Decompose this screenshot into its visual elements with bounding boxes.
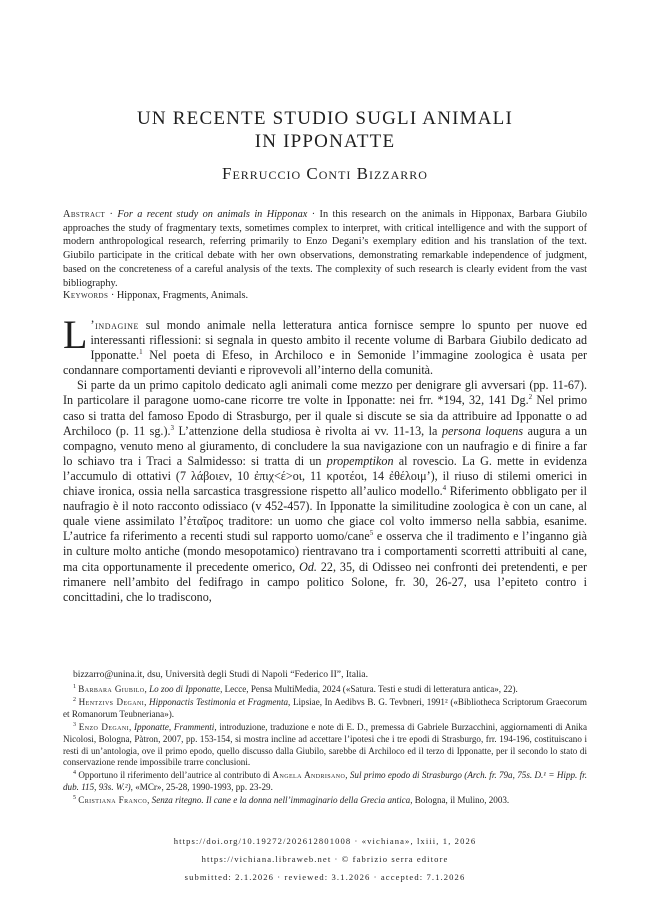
title-line-1: UN RECENTE STUDIO SUGLI ANIMALI bbox=[136, 108, 513, 129]
footnote-number: 4 bbox=[73, 770, 76, 777]
p2-italic-2: propemptikon bbox=[326, 453, 394, 468]
footnote-2: $^2$ Hentzivs Degani, Hipponactis Testimonia et Fragmenta, Lipsiae, In Aedibvs B. G. Tevbneri, 1991² («Bibliotheca Scriptorum Graecorum et Romanorum Teubneriana»). bbox=[63, 696, 587, 719]
article-title bbox=[0, 107, 650, 153]
footnote-author: Angela Andrisano bbox=[272, 770, 346, 781]
footnote-rest: , Lipsiae, In Aedibvs B. G. Tevbneri, 1991² («Bibliotheca Scriptorum Graecorum et Romanorum Teubneriana»). bbox=[63, 696, 587, 719]
footnote-rest: , introduzione, traduzione e note di E. D., premessa di Gabriele Burzacchini, aggiornamenti di Anika Nicolosi, Bologna, Pàtron, 2007, pp. 153-154, si mostra incline ad accettare l’ipotesi che i tre epodi di Strasburgo, frr. 194-196, costituiscano i resti di un’antologia, ove il primo epodo, quello discusso dalla Giubilo, sarebbe di Archiloco ed il terzo di Ipponatte, per il secondo lo stato di conservazione rende impossibile trarre conclusioni. bbox=[63, 721, 587, 768]
footnote-author: Barbara Giubilo bbox=[78, 684, 145, 694]
abstract-text: · In this research on the animals in Hipponax, Barbara Giubilo approaches the study of fragmentary texts, sometimes complex to interpret, with critical intelligence and with the support of modern anthropological research, referring primarily to Enzo Degani’s exemplary edition and his translation of the text. Giubilo participate in the critical debate with her own observations, demonstrating remarkable independence of judgment, based on the concreteness of a careful analysis of the texts. The complexity of such research is clearly evident from the vast bibliography. bbox=[63, 209, 587, 289]
p1-text-a: sul mondo animale nella letteratura antica fornisce sempre lo spunto per nuove ed interessanti riflessioni: si segnala in questo ambito il recente volume di Barbara Giubilo dedicato ad Ipponatte. bbox=[90, 318, 587, 363]
footnote-rest: , Bologna, il Mulino, 2003. bbox=[410, 795, 510, 806]
footnote-title: Senza ritegno. Il cane e la donna nell’immaginario della Grecia antica bbox=[151, 795, 411, 806]
footnote-3: $^3$ Enzo Degani, Ipponatte, Frammenti, introduzione, traduzione e note di E. D., premessa di Gabriele Burzacchini, aggiornamenti di Anika Nicolosi, Bologna, Pàtron, 2007, pp. 153-154, si mostra incline ad accettare l’ipotesi che i tre epodi di Strasburgo, frr. 194-196, costituiscano i resti di un’antologia, ove il primo epodo, quello discusso dalla Giubilo, sarebbe di Archiloco ed il terzo di Ipponatte, per il secondo lo stato di conservazione rende impossibile trarre conclusioni. bbox=[63, 721, 587, 768]
keywords-text: · Hipponax, Fragments, Animals. bbox=[108, 290, 249, 301]
footnote-5: $^5$ Cristiana Franco, Senza ritegno. Il cane e la donna nell’immaginario della Grecia antica, Bologna, il Mulino, 2003. bbox=[73, 795, 510, 806]
abstract bbox=[63, 208, 587, 290]
footnote-4 bbox=[63, 770, 587, 794]
website-line[interactable]: https://vichiana.libraweb.net · © fabrizio serra editore bbox=[201, 854, 449, 864]
footnote-ref-5[interactable]: 5 bbox=[369, 529, 374, 538]
p2-italic-1: persona loquens bbox=[441, 423, 524, 438]
footnote-number: 5 bbox=[73, 795, 76, 802]
title-line-2: IN IPPONATTE bbox=[254, 131, 396, 152]
footnote-author: Enzo Degani bbox=[78, 721, 130, 732]
p2-text-b: Nel primo caso si tratta del famoso Epodo di Strasburgo, per il quale si discute se sia da attribuire ad Ipponatte o ad Archiloco (p. 11 sg.). bbox=[63, 393, 587, 438]
dates-line: submitted: 2.1.2026 · reviewed: 3.1.2026 · accepted: 7.1.2026 bbox=[184, 872, 466, 882]
footnote-author: Hentzivs Degani bbox=[78, 696, 145, 707]
abstract-subtitle: For a recent study on animals in Hipponax bbox=[117, 209, 308, 220]
footnote-title: Lo zoo di Ipponatte bbox=[149, 684, 221, 694]
footnote-pre: Opportuno il riferimento dell’autrice al contributo di bbox=[78, 770, 273, 781]
keywords-label: Keywords bbox=[63, 290, 109, 301]
footnotes bbox=[63, 684, 587, 808]
initial-word: ’indagine bbox=[90, 318, 139, 332]
p1-text-b: Nel poeta di Efeso, in Archiloco e in Semonide l’immagine zoologica è usata per condannare comportamenti devianti e riprovevoli all’interno della comunità. bbox=[63, 348, 587, 378]
drop-cap: L bbox=[63, 312, 88, 357]
p2-text-g: e osserva che il tradimento e l’inganno già in culture molto antiche (mondo mesopotamico) rientravano tra i comportamenti scorretti attribuiti al cane, ma cita opportunamente il precedente omerico, bbox=[63, 529, 587, 574]
footnote-ref-4[interactable]: 4 bbox=[442, 484, 447, 492]
footnote-title: , Sul primo epodo di Strasburgo (Arch. fr. 79a, 75s. D.¹ = Hipp. fr. dub. 115, 93s. W.²) bbox=[63, 770, 587, 793]
footnote-rest: , Lecce, Pensa MultiMedia, 2024 («Satura. Testi e studi di letteratura antica», 22). bbox=[220, 684, 518, 694]
p2-text-c: L’attenzione della studiosa è rivolta ai vv. 11-13, la bbox=[174, 423, 442, 438]
footnote-author: Cristiana Franco bbox=[78, 795, 148, 806]
footnote-title: Ipponatte, Frammenti bbox=[134, 721, 215, 732]
p2-italic-3: Od. bbox=[299, 559, 317, 574]
p2-text-f: Riferimento obbligato per il naufragio è il noto racconto odissiaco (v 452-457). In Ipponatte la similitudine zoologica è con un cane, al quale viene assimilato l’ἑταῖρος traditore: un uomo che giace col volto immerso nella sabbia, esanime. L’autrice fa riferimento a recenti studi sul rapporto uomo/cane bbox=[63, 484, 587, 544]
p2-text-h: 22, 35, di Odisseo nei confronti dei pretendenti, e per rimanere nell’ambito del fedifrago in campo politico Solone, fr. 30, 26-27, usa l’epiteto contro i concittadini, che lo tradiscono, bbox=[63, 559, 587, 604]
paragraph-2 bbox=[63, 378, 587, 604]
page-footer bbox=[0, 832, 650, 886]
footnote-ref-2[interactable]: 2 bbox=[528, 393, 533, 402]
doi-line[interactable]: https://doi.org/10.19272/202612801008 · «vichiana», lxiii, 1, 2026 bbox=[173, 836, 477, 846]
paragraph-1 bbox=[63, 312, 587, 378]
p2-text-d: augura a un compagno, venuto meno al giuramento, di concludere la sua navigazione con un naufragio e di finire a far lo schiavo tra i Traci a Salmidesso: si tratta di un bbox=[63, 423, 588, 468]
footnote-rest: , «MCr», 25-28, 1990-1993, pp. 23-29. bbox=[130, 782, 273, 793]
footnote-1: $^1$ Barbara Giubilo, Lo zoo di Ipponatte, Lecce, Pensa MultiMedia, 2024 («Satura. Testi e studi di letteratura antica», 22). bbox=[73, 683, 518, 694]
abstract-label: Abstract bbox=[63, 209, 106, 220]
body-text bbox=[63, 312, 588, 605]
p2-text-a: Si parte da un primo capitolo dedicato agli animali come mezzo per denigrare gli avversari (pp. 11-67). In particolare il paragone uomo-cane ricorre tre volte in Ipponatte: nei frr. *194, 32, 141 Dg. bbox=[63, 378, 587, 408]
footnote-number: 2 bbox=[73, 696, 76, 703]
footnote-title: Hipponactis Testimonia et Fragmenta bbox=[149, 696, 289, 707]
author-name: Ferruccio Conti Bizzarro bbox=[222, 164, 428, 183]
p2-text-e: al rovescio. La G. mette in evidenza l’accumulo di ottativi (7 λάβοιεν, 10 ἐπιχ<έ>οι, 11 κροτέοι, 14 ἐθέλοιμ’), il riuso di stilemi omerici in chiave ironica, ossia nella sarcastica trasgressione rispetto all’aulico modello. bbox=[63, 453, 588, 499]
footnote-number: 3 bbox=[73, 721, 76, 728]
footnote-ref-1[interactable]: 1 bbox=[139, 348, 143, 357]
footnote-ref-3[interactable]: 3 bbox=[170, 423, 175, 432]
keywords bbox=[63, 290, 248, 301]
footnote-number: 1 bbox=[73, 683, 76, 690]
author-affiliation: bizzarro@unina.it, dsu, Università degli Studi di Napoli “Federico II”, Italia. bbox=[73, 669, 368, 680]
abstract-sep: · bbox=[105, 209, 118, 220]
